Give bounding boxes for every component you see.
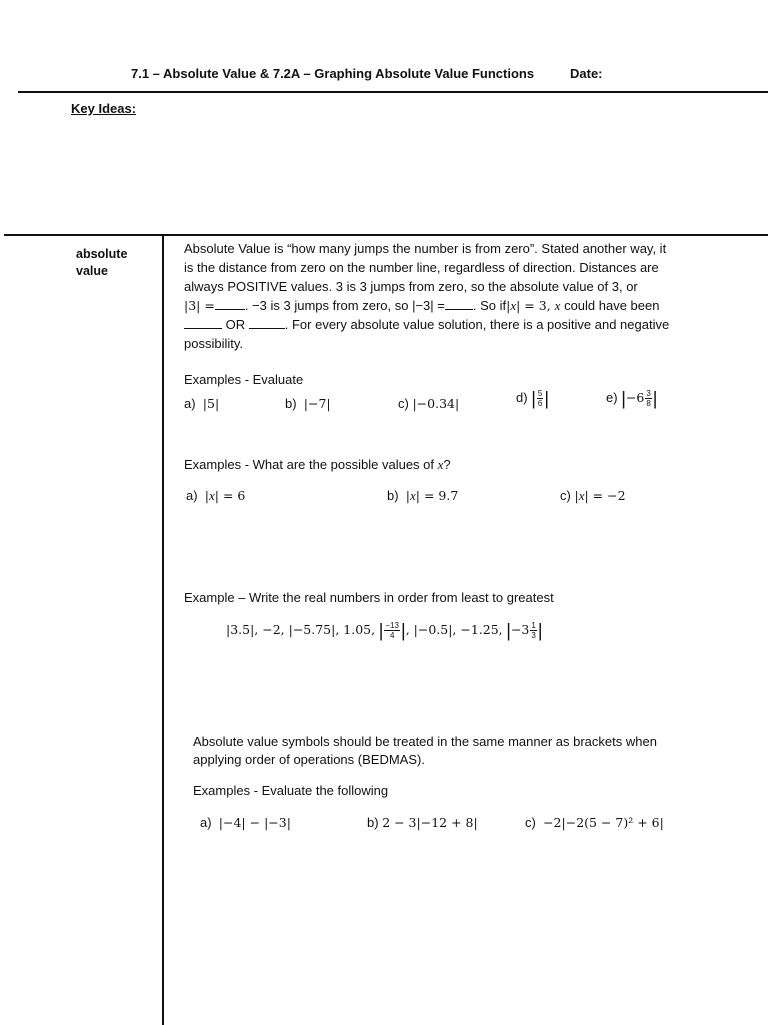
bedmas-paragraph: Absolute value symbols should be treated in the same manner as brackets when applying order of operations (BEDMAS). (193, 734, 657, 767)
possible-values-heading: Examples - What are the possible values of x? (184, 457, 451, 472)
bedmas-item-a: a) |−4| − |−3| (200, 815, 291, 830)
answer-blank[interactable] (445, 297, 473, 310)
possible-item-c: c) |x| = −2 (560, 488, 626, 503)
evaluate-item-e: e) |−6 $\frac{3}{8}$ | (606, 388, 658, 409)
possible-item-a: a) |x| = 6 (186, 488, 246, 503)
intro-line: Absolute Value is “how many jumps the number is from zero”. Stated another way, it (184, 241, 667, 256)
evaluate-item-c: c) |−0.34| (398, 396, 460, 411)
section-divider (4, 234, 768, 236)
key-ideas-heading: Key Ideas: (71, 101, 137, 116)
evaluate-heading: Examples - Evaluate (184, 372, 304, 387)
intro-paragraph (184, 239, 724, 353)
intro-line: OR . For every absolute value solution, there is a positive and negative (184, 315, 724, 334)
intro-line: is the distance from zero on the number line, regardless of direction. Distances are (184, 260, 659, 275)
header-divider (18, 91, 768, 93)
bedmas-item-c: c) −2|−2(5 − 7)² + 6| (525, 815, 664, 830)
bedmas-item-b: b) 2 − 3|−12 + 8| (367, 815, 478, 830)
fraction: $\frac{3}{8}$ (646, 389, 651, 408)
fraction: $\frac{5}{6}$ (537, 389, 543, 408)
evaluate-item-d: d) | $\frac{5}{6}$ | (516, 388, 550, 409)
intro-line: possibility. (184, 336, 244, 351)
ordering-numbers: |3.5|, −2, |−5.75|, 1.05, | $\frac{-13}{4}$ |, |−0.5|, −1.25, |−3 $\frac{1}{3}$ | (226, 620, 543, 641)
ordering-heading: Example – Write the real numbers in order from least to greatest (184, 590, 554, 605)
term-label: absolute value (76, 247, 128, 278)
column-divider (162, 235, 164, 1025)
intro-line: |3| = . −3 is 3 jumps from zero, so |−3| = . So if|x| = 3, x could have been (184, 298, 660, 313)
worksheet-title: 7.1 – Absolute Value & 7.2A – Graphing Absolute Value Functions (131, 66, 535, 81)
evaluate-item-b: b) |−7| (285, 396, 331, 411)
fraction: $\frac{-13}{4}$ (385, 621, 399, 640)
date-label: Date: (570, 66, 603, 81)
bedmas-heading: Examples - Evaluate the following (193, 783, 389, 798)
possible-item-b: b) |x| = 9.7 (387, 488, 459, 503)
answer-blank[interactable] (184, 316, 222, 329)
intro-line: always POSITIVE values. 3 is 3 jumps from zero, so the absolute value of 3, or (184, 279, 638, 294)
fraction: $\frac{1}{3}$ (531, 621, 536, 640)
answer-blank[interactable] (215, 297, 245, 310)
answer-blank[interactable] (249, 316, 285, 329)
evaluate-item-a: a) |5| (184, 396, 220, 411)
